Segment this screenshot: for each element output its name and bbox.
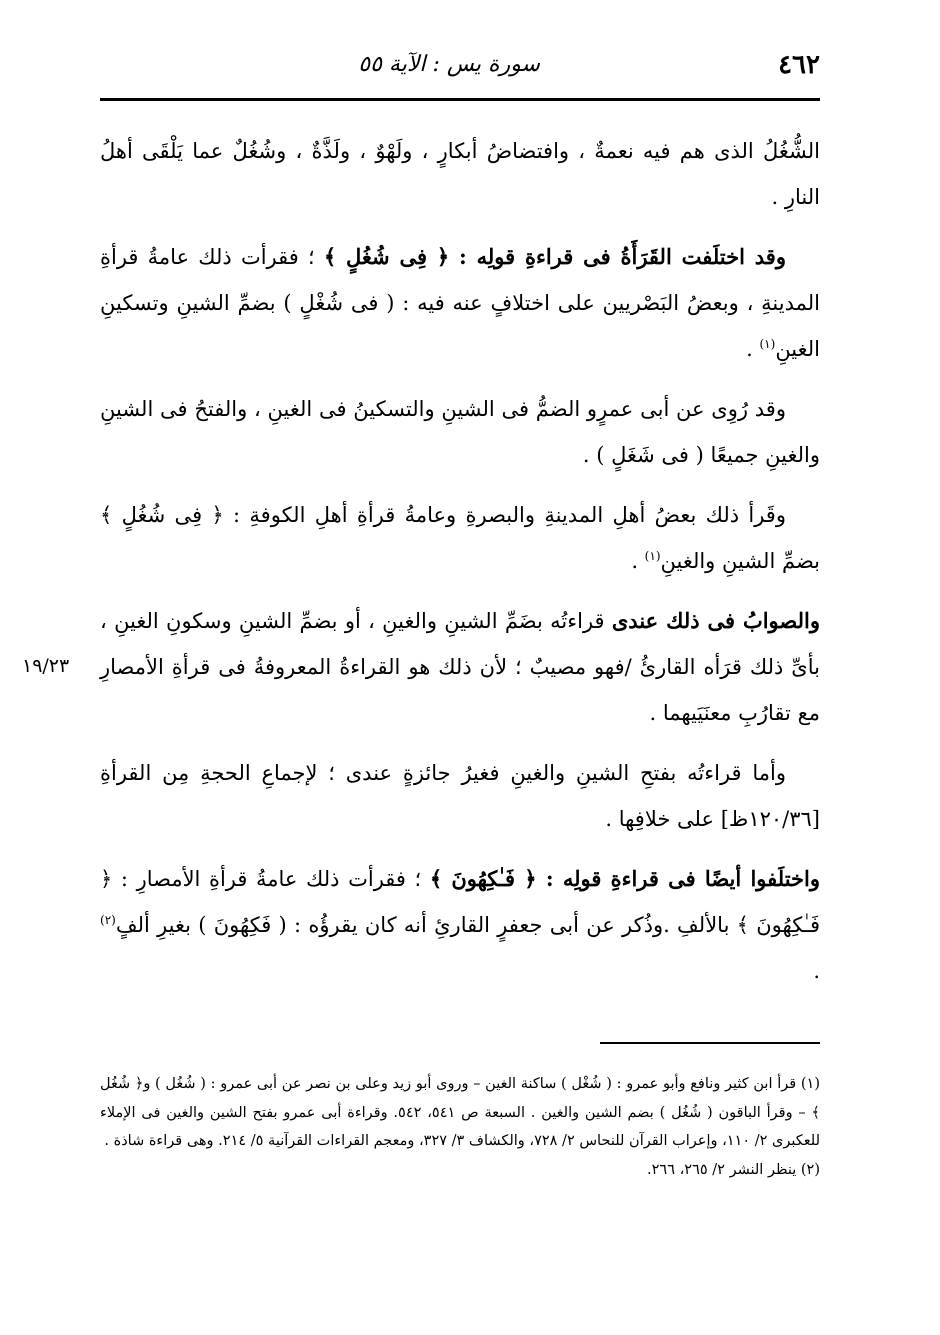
page-number: ٤٦٢ xyxy=(778,50,820,80)
footnotes xyxy=(100,1070,820,1184)
margin-reference: ١٩/٢٣ xyxy=(22,655,70,677)
paragraph-5-text: قراءتُه بضَمِّ الشينِ والغينِ ، أو بضمِّ الشينِ وسكونِ الغينِ ، بأىِّ ذلك قرَأه القارئُ /فهو مصيبٌ ؛ لأن ذلك هو القراءةُ المعروفةُ فى قرأةِ الأمصارِ مع تقارُبِ معنَيَيهما . xyxy=(100,609,820,725)
footnote-2: (٢) ينظر النشر ٢/ ٢٦٥، ٢٦٦. xyxy=(647,1161,820,1178)
paragraph-7-end: . xyxy=(813,959,820,983)
footnote-marker-1[interactable]: (١) xyxy=(759,337,776,351)
paragraph-7-lead: واختلَفوا أيضًا فى قراءةِ قولِه : ﴿ فَـٰكِهُونَ ﴾ xyxy=(429,866,821,891)
paragraph-2-text: ؛ فقرأت ذلك عامةُ قرأةِ المدينةِ ، وبعضُ البَصْريين على اختلافٍ عنه فيه : ( فى شُغْلٍ ) بضمِّ الشينِ وتسكينِ الغينِ xyxy=(100,245,820,361)
paragraph-2-lead: وقد اختلَفت القَرَأَةُ فى قراءةِ قولِه : ﴿ فِى شُغُلٍ ﴾ xyxy=(323,244,786,269)
footnote-1: (١) قرأ ابن كثير ونافع وأبو عمرو : ( شُغْل ) ساكنة الغين – وروى أبو زيد وعلى بن نصر عن أبى عمرو : ( شُغُل ) و﴿ شُغُل ﴾ – وقرأ الباقون ( شُغُل ) بضم الشين والغين . السبعة ص ٥٤١، ٥٤٢. وقراءة أبى عمرو بفتح الشين والغين فى الإملاء للعكبرى ٢/ ١١٠، وإعراب القرآن للنحاس ٢/ ٧٢٨، والكشاف ٣/ ٣٢٧، ومعجم القراءات القرآنية ٥/ ٢١٤. وهى قراءة شاذة . xyxy=(100,1076,820,1149)
paragraph-3: وقد رُوِى عن أبى عمرٍو الضمُّ فى الشينِ والتسكينُ فى الغينِ ، والفتحُ فى الشينِ والغينِ جميعًا ( فى شَغَلٍ ) . xyxy=(100,397,820,467)
paragraph-4-end: . xyxy=(631,549,645,573)
paragraph-5-lead: والصوابُ فى ذلك عندى xyxy=(611,608,820,633)
footnote-rule xyxy=(600,1042,820,1044)
paragraph-6: وأما قراءتُه بفتحِ الشينِ والغينِ فغيرُ جائزةٍ عندى ؛ لإجماعِ الحجةِ مِن القرأةِ [١٢٠/٣٦ظ] على خلافِها . xyxy=(100,761,820,831)
paragraph-4-text: وقَرأ ذلك بعضُ أهلِ المدينةِ والبصرةِ وعامةُ قرأةِ أهلِ الكوفةِ : ﴿ فِى شُغُلٍ ﴾ بضمِّ الشينِ والغينِ xyxy=(100,503,820,573)
paragraph-7 xyxy=(100,856,820,994)
paragraph-7-text: ؛ فقرأت ذلك عامةُ قرأةِ الأمصارِ : ﴿ فَـٰكِهُونَ ﴾ بالألفِ .وذُكر عن أبى جعفرٍ القارئِ أنه كان يقرؤُه : ( فَكِهُونَ ) بغيرِ ألفٍ xyxy=(100,867,820,937)
paragraph-1: الشُّغُلُ الذى هم فيه نعمةٌ ، وافتضاضُ أبكارٍ ، ولَهْوٌ ، ولَذَّةٌ ، وشُغُلٌ عما يَلْقَى أهلُ النارِ . xyxy=(100,139,820,209)
running-head: سورة يس : الآية ٥٥ xyxy=(358,52,540,77)
paragraph-2 xyxy=(100,234,820,372)
paragraph-4 xyxy=(100,492,820,584)
page-header xyxy=(100,44,820,96)
header-rule xyxy=(100,98,820,101)
footnote-marker-2[interactable]: (٢) xyxy=(100,913,116,927)
paragraph-2-end: . xyxy=(746,337,760,361)
footnote-marker-1b[interactable]: (١) xyxy=(644,549,661,563)
main-text xyxy=(100,128,820,1008)
paragraph-5 xyxy=(100,598,820,736)
